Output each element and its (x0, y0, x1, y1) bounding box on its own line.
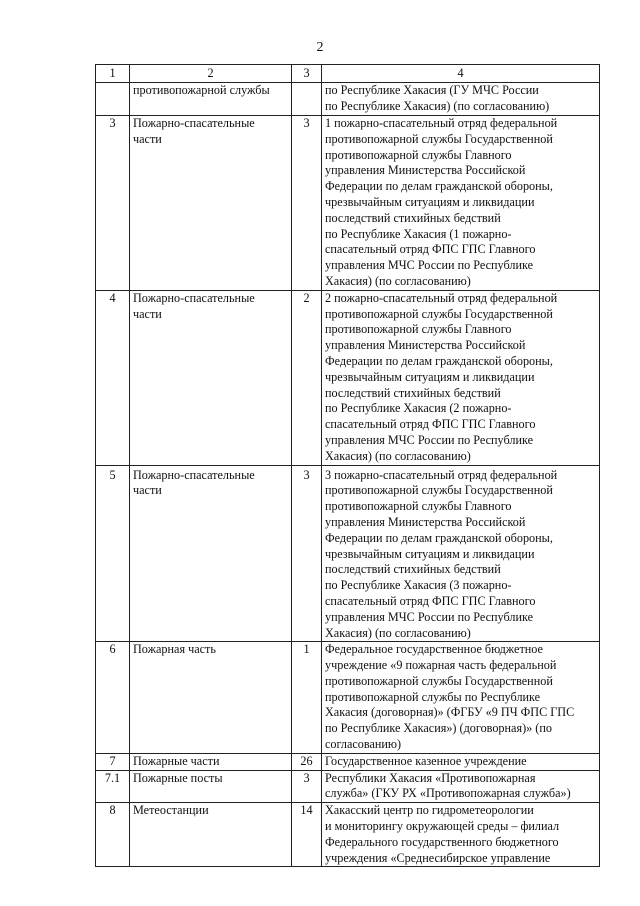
row-number: 6 (96, 642, 130, 754)
table-row (96, 642, 600, 754)
unit-type (130, 770, 292, 803)
organization-line: противопожарной службы Государственной (325, 673, 553, 688)
organization-line: спасательный отряд ФПС ГПС Главного (325, 417, 536, 432)
organization-line: управления МЧС России по Республике (325, 258, 534, 273)
organization-line: по Республике Хакасия») (договорная)» (по (325, 721, 552, 736)
organization-line: 3 пожарно-спасательный отряд федеральной (325, 467, 558, 482)
organization-line: Хакасия) (по согласованию) (325, 625, 471, 640)
organization-line: по Республике Хакасия (2 пожарно- (325, 401, 512, 416)
header-col-1: 1 (96, 65, 130, 83)
table-row (96, 770, 600, 803)
row-number: 7.1 (96, 770, 130, 803)
row-number (96, 83, 130, 116)
organization-line: по Республике Хакасия (ГУ МЧС России (325, 83, 539, 97)
table-header-row (96, 65, 600, 83)
organization-line: управления Министерства Российской (325, 514, 526, 529)
organization-line: Федерации по делам гражданской обороны, (325, 353, 553, 368)
organization-line: чрезвычайным ситуациям и ликвидации (325, 546, 535, 561)
unit-type-line: Пожарная часть (133, 642, 216, 657)
organization-line: противопожарной службы Главного (325, 322, 512, 337)
organization-line: противопожарной службы по Республике (325, 689, 541, 704)
unit-type-line: Метеостанции (133, 803, 209, 818)
organization-line: противопожарной службы Главного (325, 499, 512, 514)
organization-line: 1 пожарно-спасательный отряд федеральной (325, 116, 558, 130)
organization-line: управления МЧС России по Республике (325, 432, 534, 447)
organization-line: противопожарной службы Государственной (325, 306, 553, 321)
row-number: 8 (96, 803, 130, 867)
row-number: 7 (96, 753, 130, 770)
organization-line: Республики Хакасия «Противопожарная (325, 770, 536, 785)
organization-line: спасательный отряд ФПС ГПС Главного (325, 593, 536, 608)
row-number: 4 (96, 290, 130, 465)
organization-line: учреждения «Среднесибирское управление (325, 850, 551, 865)
header-col-3: 3 (292, 65, 322, 83)
unit-type (130, 642, 292, 754)
unit-type (130, 290, 292, 465)
organization-line: Хакасский центр по гидрометеорологии (325, 803, 534, 818)
organization (322, 116, 600, 291)
organizations-table (95, 64, 600, 867)
organization-line: по Республике Хакасия) (по согласованию) (325, 98, 550, 113)
header-col-4: 4 (322, 65, 600, 83)
organization-line: чрезвычайным ситуациям и ликвидации (325, 194, 535, 209)
table-row (96, 803, 600, 867)
organization-line: противопожарной службы Государственной (325, 131, 553, 146)
unit-type-line: Пожарные посты (133, 770, 223, 785)
unit-type-line: Пожарно-спасательные (133, 116, 255, 130)
organization (322, 803, 600, 867)
organization-line: служба» (ГКУ РХ «Противопожарная служба») (325, 786, 571, 801)
row-number: 3 (96, 116, 130, 291)
table-row (96, 116, 600, 291)
unit-count: 2 (292, 290, 322, 465)
organization-line: и мониторингу окружающей среды – филиал (325, 819, 560, 834)
unit-count: 26 (292, 753, 322, 770)
unit-type-line: Пожарно-спасательные (133, 467, 255, 482)
unit-type (130, 116, 292, 291)
organization-line: учреждение «9 пожарная часть федеральной (325, 658, 557, 673)
organization-line: Хакасия) (по согласованию) (325, 273, 471, 288)
organization-line: Федерального государственного бюджетного (325, 834, 559, 849)
organization-line: последствий стихийных бедствий (325, 562, 501, 577)
header-col-2: 2 (130, 65, 292, 83)
organization-line: противопожарной службы Главного (325, 147, 512, 162)
organization-line: по Республике Хакасия (3 пожарно- (325, 578, 512, 593)
unit-type (130, 753, 292, 770)
table-row (96, 753, 600, 770)
unit-type-line: части (133, 306, 162, 321)
organization (322, 770, 600, 803)
row-number: 5 (96, 465, 130, 642)
organization (322, 290, 600, 465)
unit-type (130, 83, 292, 116)
organization (322, 642, 600, 754)
organization (322, 465, 600, 642)
organization-line: последствий стихийных бедствий (325, 210, 501, 225)
unit-type-line: Пожарные части (133, 753, 220, 768)
organization-line: управления МЧС России по Республике (325, 609, 534, 624)
organization-line: управления Министерства Российской (325, 338, 526, 353)
organization-line: спасательный отряд ФПС ГПС Главного (325, 242, 536, 257)
organization-line: Хакасия) (по согласованию) (325, 448, 471, 463)
organization (322, 753, 600, 770)
organization-line: последствий стихийных бедствий (325, 385, 501, 400)
unit-type-line: противопожарной службы (133, 83, 270, 97)
organization-line: 2 пожарно-спасательный отряд федеральной (325, 290, 558, 305)
unit-type (130, 465, 292, 642)
unit-count: 14 (292, 803, 322, 867)
unit-count: 1 (292, 642, 322, 754)
page-number: 2 (316, 40, 324, 55)
organization-line: Государственное казенное учреждение (325, 753, 527, 768)
organization-line: Хакасия (договорная)» (ФГБУ «9 ПЧ ФПС ГПС (325, 705, 575, 720)
unit-count: 3 (292, 465, 322, 642)
unit-count: 3 (292, 770, 322, 803)
unit-type-line: Пожарно-спасательные (133, 290, 255, 305)
unit-type-line: части (133, 131, 162, 146)
organization-line: чрезвычайным ситуациям и ликвидации (325, 369, 535, 384)
table-row (96, 290, 600, 465)
organization-line: согласованию) (325, 737, 402, 752)
table-row (96, 465, 600, 642)
unit-type (130, 803, 292, 867)
organization-line: Федерации по делам гражданской обороны, (325, 179, 553, 194)
organization-line: по Республике Хакасия (1 пожарно- (325, 226, 512, 241)
organization-line: Федеральное государственное бюджетное (325, 642, 543, 657)
organization (322, 83, 600, 116)
organization-line: Федерации по делам гражданской обороны, (325, 530, 553, 545)
table-row (96, 83, 600, 116)
organization-line: противопожарной службы Государственной (325, 483, 553, 498)
unit-count: 3 (292, 116, 322, 291)
organization-line: управления Министерства Российской (325, 163, 526, 178)
unit-type-line: части (133, 483, 162, 498)
unit-count (292, 83, 322, 116)
